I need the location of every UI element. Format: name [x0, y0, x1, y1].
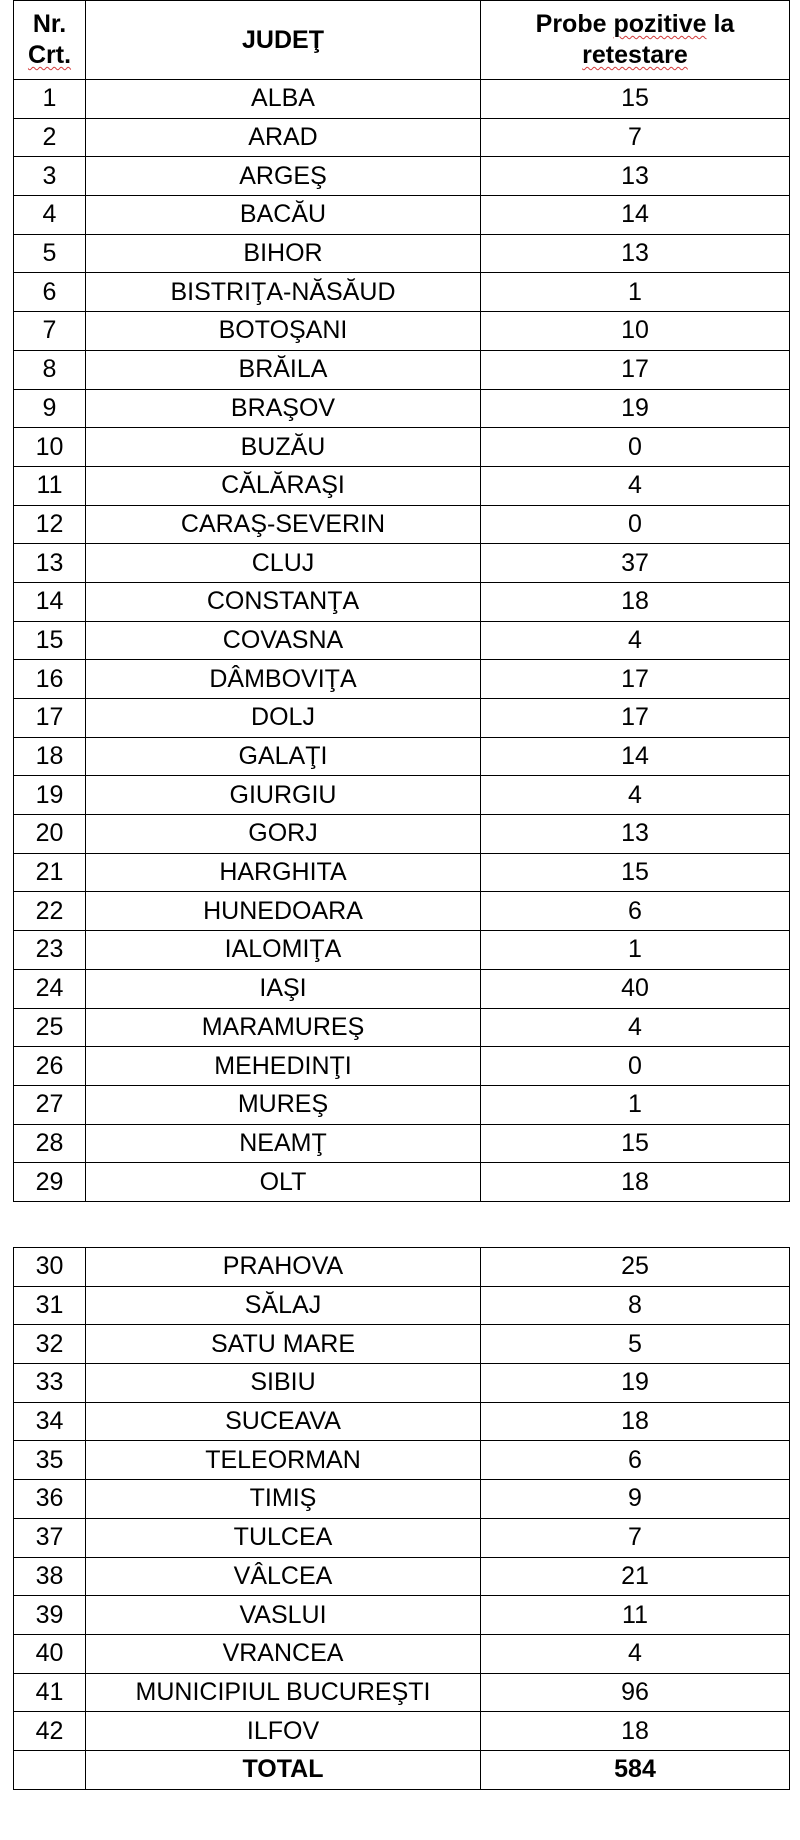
row-count: 18 [481, 582, 790, 621]
row-county: SUCEAVA [86, 1402, 481, 1441]
table-row [14, 1047, 790, 1086]
total-row [14, 1750, 790, 1789]
row-count: 0 [481, 505, 790, 544]
row-number: 8 [14, 350, 86, 389]
row-county: BUZĂU [86, 428, 481, 467]
row-number: 16 [14, 660, 86, 699]
table-row [14, 428, 790, 467]
row-county: BRĂILA [86, 350, 481, 389]
row-count: 15 [481, 80, 790, 119]
row-county: TULCEA [86, 1518, 481, 1557]
row-number: 25 [14, 1008, 86, 1047]
row-count: 21 [481, 1557, 790, 1596]
row-number: 26 [14, 1047, 86, 1086]
row-county: MUNICIPIUL BUCUREŞTI [86, 1673, 481, 1712]
row-county: VÂLCEA [86, 1557, 481, 1596]
row-count: 7 [481, 1518, 790, 1557]
row-county: OLT [86, 1163, 481, 1202]
row-county: BACĂU [86, 196, 481, 235]
row-count: 17 [481, 699, 790, 738]
row-county: GALAŢI [86, 737, 481, 776]
row-number: 38 [14, 1557, 86, 1596]
table-row [14, 118, 790, 157]
table-row [14, 1325, 790, 1364]
row-county: ARAD [86, 118, 481, 157]
table-row [14, 892, 790, 931]
row-number: 30 [14, 1248, 86, 1287]
header-nr-line1: Nr. [32, 10, 67, 38]
header-la-word: la [706, 10, 735, 38]
header-retestare-word: retestare [582, 41, 688, 69]
row-number: 17 [14, 699, 86, 738]
table-row [14, 1518, 790, 1557]
row-number: 34 [14, 1402, 86, 1441]
row-count: 19 [481, 389, 790, 428]
row-county: DOLJ [86, 699, 481, 738]
table-row [14, 273, 790, 312]
table-header-row [14, 1, 790, 80]
header-judet: JUDEŢ [86, 1, 481, 80]
row-county: TIMIŞ [86, 1480, 481, 1519]
row-count: 13 [481, 815, 790, 854]
row-count: 18 [481, 1402, 790, 1441]
table-row [14, 582, 790, 621]
row-county: MEHEDINŢI [86, 1047, 481, 1086]
row-county: NEAMŢ [86, 1124, 481, 1163]
row-count: 13 [481, 234, 790, 273]
row-county: GIURGIU [86, 776, 481, 815]
row-county: HARGHITA [86, 853, 481, 892]
row-county: VASLUI [86, 1596, 481, 1635]
table-row [14, 1248, 790, 1287]
row-count: 19 [481, 1364, 790, 1403]
header-nr-crt [14, 1, 86, 80]
total-value: 584 [481, 1750, 790, 1789]
row-number: 40 [14, 1634, 86, 1673]
row-number: 32 [14, 1325, 86, 1364]
table-row [14, 1163, 790, 1202]
row-number: 29 [14, 1163, 86, 1202]
row-count: 7 [481, 118, 790, 157]
header-probe-word: Probe [535, 10, 614, 38]
row-county: BOTOŞANI [86, 312, 481, 351]
row-count: 1 [481, 1085, 790, 1124]
row-count: 1 [481, 273, 790, 312]
row-number: 21 [14, 853, 86, 892]
total-empty-cell [14, 1750, 86, 1789]
table-row [14, 1286, 790, 1325]
row-count: 17 [481, 350, 790, 389]
row-count: 25 [481, 1248, 790, 1287]
row-count: 4 [481, 776, 790, 815]
table-row [14, 389, 790, 428]
row-number: 22 [14, 892, 86, 931]
table-row [14, 1673, 790, 1712]
row-county: IAŞI [86, 969, 481, 1008]
total-label: TOTAL [86, 1750, 481, 1789]
row-number: 9 [14, 389, 86, 428]
row-count: 96 [481, 1673, 790, 1712]
row-count: 5 [481, 1325, 790, 1364]
row-county: BIHOR [86, 234, 481, 273]
row-number: 11 [14, 466, 86, 505]
county-table-part-1 [13, 0, 790, 1202]
row-number: 41 [14, 1673, 86, 1712]
row-number: 35 [14, 1441, 86, 1480]
row-county: PRAHOVA [86, 1248, 481, 1287]
row-county: SĂLAJ [86, 1286, 481, 1325]
row-county: CLUJ [86, 544, 481, 583]
row-count: 15 [481, 1124, 790, 1163]
row-county: SIBIU [86, 1364, 481, 1403]
table-row [14, 350, 790, 389]
table-row [14, 1402, 790, 1441]
row-county: HUNEDOARA [86, 892, 481, 931]
table-row [14, 1596, 790, 1635]
row-county: TELEORMAN [86, 1441, 481, 1480]
row-number: 31 [14, 1286, 86, 1325]
row-count: 9 [481, 1480, 790, 1519]
table-row [14, 776, 790, 815]
table-row [14, 1441, 790, 1480]
row-count: 4 [481, 1634, 790, 1673]
header-nr-line2: Crt. [27, 41, 72, 69]
row-count: 18 [481, 1163, 790, 1202]
row-number: 23 [14, 931, 86, 970]
row-county: GORJ [86, 815, 481, 854]
row-number: 37 [14, 1518, 86, 1557]
row-count: 10 [481, 312, 790, 351]
table-row [14, 621, 790, 660]
county-table-part-2 [13, 1247, 790, 1790]
table-row [14, 466, 790, 505]
row-number: 28 [14, 1124, 86, 1163]
row-number: 5 [14, 234, 86, 273]
row-number: 27 [14, 1085, 86, 1124]
row-county: DÂMBOVIŢA [86, 660, 481, 699]
row-count: 4 [481, 621, 790, 660]
row-county: CARAŞ-SEVERIN [86, 505, 481, 544]
row-count: 40 [481, 969, 790, 1008]
row-number: 39 [14, 1596, 86, 1635]
row-number: 13 [14, 544, 86, 583]
table-row [14, 234, 790, 273]
row-number: 4 [14, 196, 86, 235]
table-row [14, 157, 790, 196]
table-row [14, 80, 790, 119]
row-number: 36 [14, 1480, 86, 1519]
table-row [14, 1085, 790, 1124]
table-row [14, 737, 790, 776]
table-row [14, 815, 790, 854]
row-number: 2 [14, 118, 86, 157]
table-row [14, 699, 790, 738]
table-row [14, 931, 790, 970]
row-number: 10 [14, 428, 86, 467]
row-number: 20 [14, 815, 86, 854]
table-row [14, 312, 790, 351]
table-row [14, 1008, 790, 1047]
row-county: CONSTANŢA [86, 582, 481, 621]
row-county: BISTRIŢA-NĂSĂUD [86, 273, 481, 312]
row-county: ILFOV [86, 1712, 481, 1751]
row-county: ARGEŞ [86, 157, 481, 196]
table-row [14, 196, 790, 235]
row-count: 15 [481, 853, 790, 892]
row-number: 24 [14, 969, 86, 1008]
row-count: 13 [481, 157, 790, 196]
table-row [14, 505, 790, 544]
row-number: 12 [14, 505, 86, 544]
row-count: 17 [481, 660, 790, 699]
table-row [14, 660, 790, 699]
row-count: 0 [481, 1047, 790, 1086]
row-count: 11 [481, 1596, 790, 1635]
table-row [14, 1480, 790, 1519]
row-number: 15 [14, 621, 86, 660]
row-county: SATU MARE [86, 1325, 481, 1364]
header-probe [481, 1, 790, 80]
row-count: 18 [481, 1712, 790, 1751]
table-row [14, 1712, 790, 1751]
row-count: 8 [481, 1286, 790, 1325]
row-number: 7 [14, 312, 86, 351]
row-count: 14 [481, 737, 790, 776]
table-row [14, 1557, 790, 1596]
header-pozitive-word: pozitive [613, 10, 707, 38]
row-count: 4 [481, 466, 790, 505]
row-number: 6 [14, 273, 86, 312]
row-county: BRAŞOV [86, 389, 481, 428]
row-number: 3 [14, 157, 86, 196]
row-count: 4 [481, 1008, 790, 1047]
row-county: VRANCEA [86, 1634, 481, 1673]
row-number: 33 [14, 1364, 86, 1403]
row-county: COVASNA [86, 621, 481, 660]
row-county: MUREŞ [86, 1085, 481, 1124]
row-count: 6 [481, 892, 790, 931]
row-count: 0 [481, 428, 790, 467]
table-row [14, 969, 790, 1008]
row-county: CĂLĂRAŞI [86, 466, 481, 505]
row-number: 19 [14, 776, 86, 815]
table-row [14, 1364, 790, 1403]
row-county: MARAMUREŞ [86, 1008, 481, 1047]
row-count: 14 [481, 196, 790, 235]
row-county: ALBA [86, 80, 481, 119]
table-row [14, 544, 790, 583]
row-number: 18 [14, 737, 86, 776]
row-number: 42 [14, 1712, 86, 1751]
row-county: IALOMIŢA [86, 931, 481, 970]
row-count: 1 [481, 931, 790, 970]
row-number: 1 [14, 80, 86, 119]
table-row [14, 1124, 790, 1163]
table-row [14, 853, 790, 892]
row-count: 37 [481, 544, 790, 583]
row-count: 6 [481, 1441, 790, 1480]
table-row [14, 1634, 790, 1673]
row-number: 14 [14, 582, 86, 621]
